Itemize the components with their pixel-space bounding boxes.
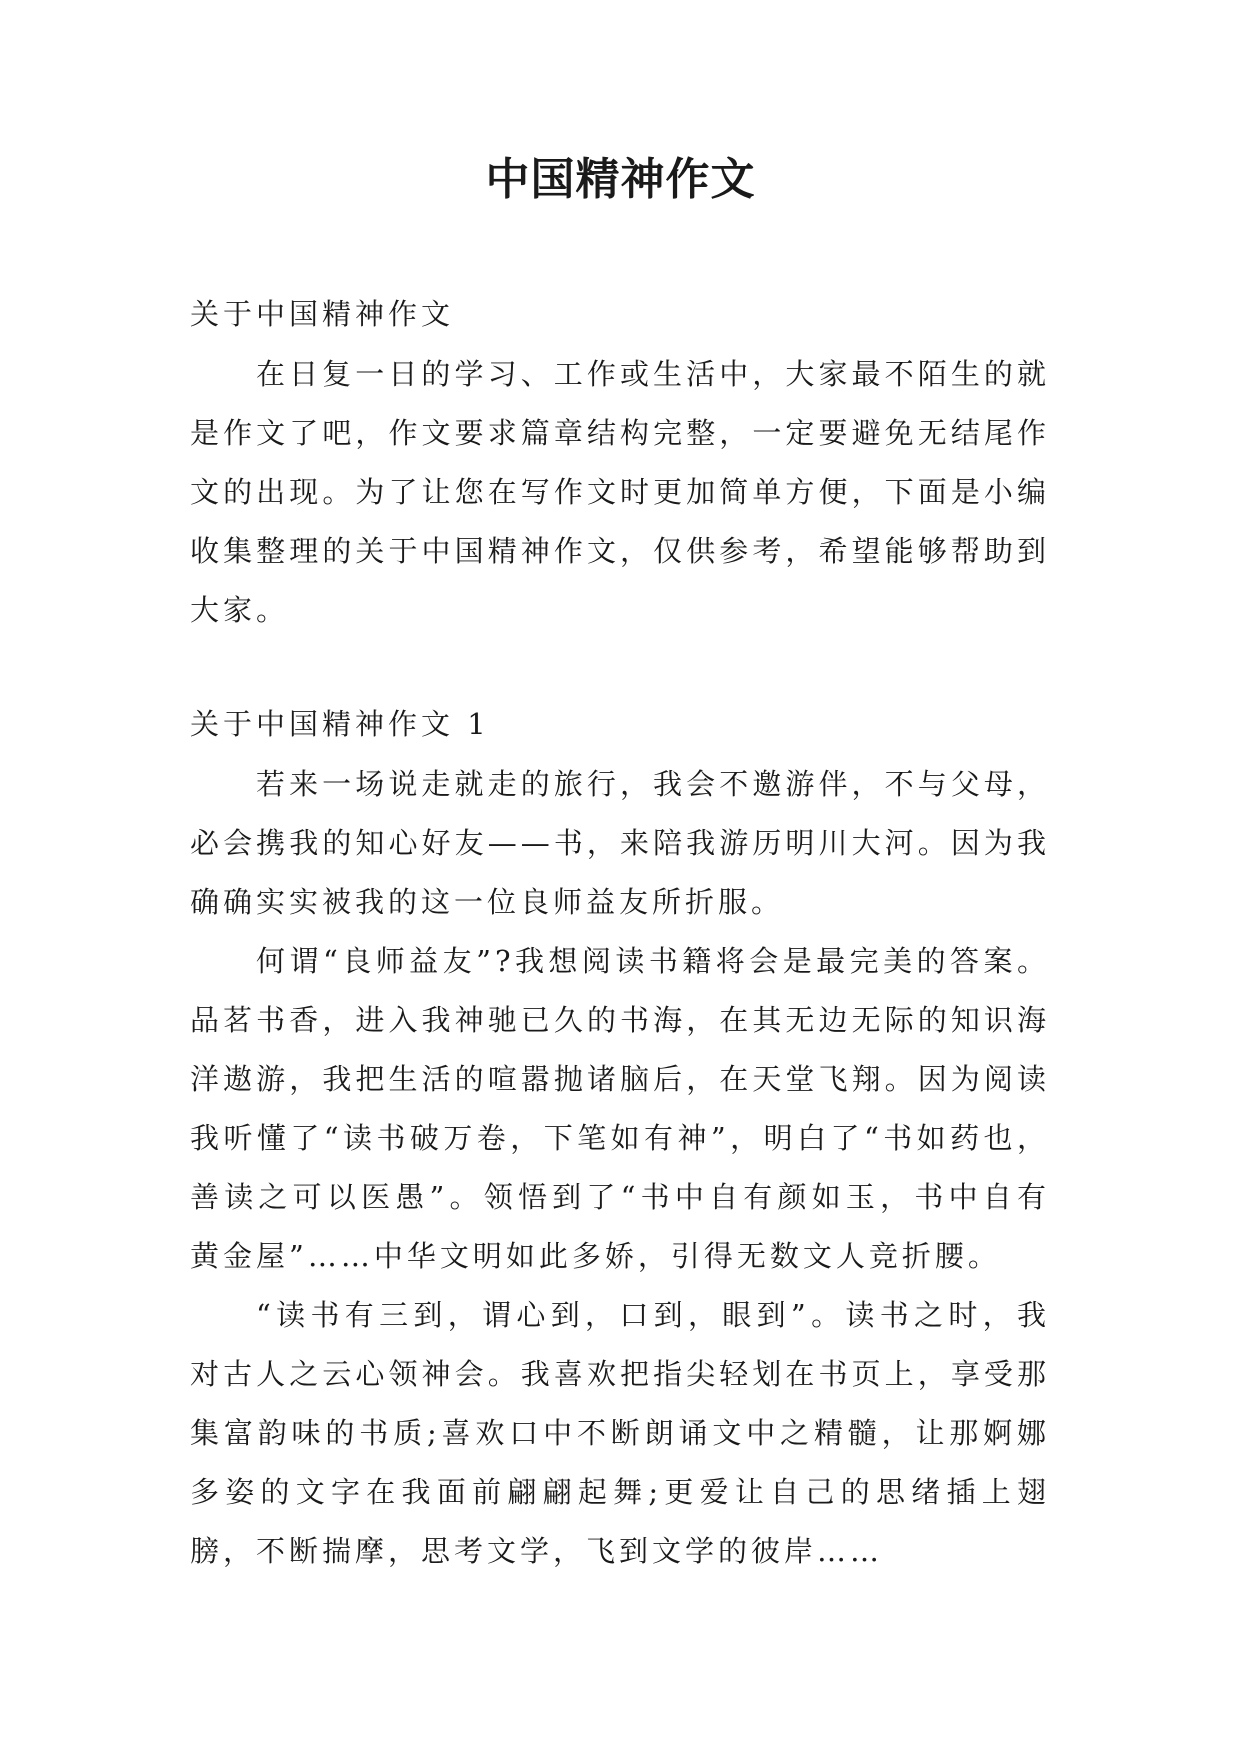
section-1-paragraph-3: “读书有三到，谓心到，口到，眼到”。读书之时，我对古人之云心领神会。我喜欢把指尖轻划在书页上，享受那集富韵味的书质;喜欢口中不断朗诵文中之精髓，让那婀娜多姿的文字在我面前翩翩起舞;更爱让自己的思绪插上翅膀，不断揣摩，思考文学，飞到文学的彼岸…… bbox=[190, 1298, 1050, 1568]
intro-paragraph: 在日复一日的学习、工作或生活中，大家最不陌生的就是作文了吧，作文要求篇章结构完整，一定要避免无结尾作文的出现。为了让您在写作文时更加简单方便，下面是小编收集整理的关于中国精神作文，仅供参考，希望能够帮助到大家。 bbox=[190, 357, 1050, 627]
section-1-paragraph-2: 何谓“良师益友”?我想阅读书籍将会是最完美的答案。品茗书香，进入我神驰已久的书海，在其无边无际的知识海洋遨游，我把生活的喧嚣抛诸脑后，在天堂飞翔。因为阅读我听懂了“读书破万卷，下笔如有神”，明白了“书如药也，善读之可以医愚”。领悟到了“书中自有颜如玉，书中自有黄金屋”……中华文明如此多娇，引得无数文人竞折腰。 bbox=[190, 944, 1050, 1273]
section-1-paragraph-1: 若来一场说走就走的旅行，我会不邀游伴，不与父母，必会携我的知心好友——书，来陪我游历明川大河。因为我确确实实被我的这一位良师益友所折服。 bbox=[190, 767, 1050, 919]
intro-heading: 关于中国精神作文 bbox=[190, 297, 455, 331]
document-title: 中国精神作文 bbox=[485, 154, 756, 205]
section-1-heading: 关于中国精神作文 1 bbox=[190, 707, 490, 741]
